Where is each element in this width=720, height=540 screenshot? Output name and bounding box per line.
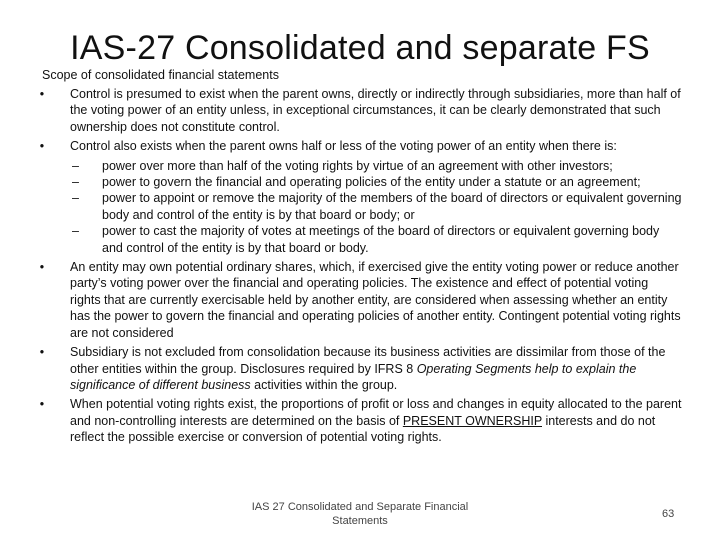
sub-bullet-item: [42, 190, 682, 223]
bullet-icon: •: [39, 260, 45, 275]
sub-bullet-text: power over more than half of the voting rights by virtue of an agreement with other investors;: [102, 158, 613, 173]
slide-title: IAS-27 Consolidated and separate FS: [70, 29, 650, 67]
dash-icon: –: [72, 224, 79, 239]
sub-bullet-item: [42, 223, 682, 256]
bullet-text: [70, 397, 681, 444]
underlined-emphasis: PRESENT OWNERSHIP: [402, 413, 542, 428]
sub-bullet-item: [42, 158, 682, 174]
bullet-text: Control also exists when the parent owns half or less of the voting power of an entity when there is:: [70, 139, 617, 154]
bullet-item: [39, 344, 682, 393]
slide-body: [39, 86, 682, 449]
bullet-text-part: interests and do not reflect the possible exercise or conversion of potential voting rights.: [70, 413, 656, 445]
slide-footer: IAS 27 Consolidated and Separate Financial Statements: [251, 501, 469, 527]
dash-icon: –: [72, 158, 79, 173]
bullet-text-part: Subsidiary is not excluded from consolidation because its business activities are dissimilar from those of the other entities within the group. Disclosures required by IFRS 8: [70, 345, 666, 376]
bullet-item: [39, 138, 682, 154]
dash-icon: –: [72, 175, 79, 190]
sub-bullet-text: power to govern the financial and operating policies of the entity under a statute or an agreement;: [102, 175, 641, 190]
bullet-text: An entity may own potential ordinary shares, which, if exercised give the entity voting power or reduce another party’s voting power over the financial and operating policies. The existence and effect of potential voting rights that are currently exercisable held by another entity, are considered when assessing whether an entity has the power to govern the financial and operating policies of another entity. Contingent potential voting rights are not considered: [70, 260, 681, 340]
bullet-text: Control is presumed to exist when the parent owns, directly or indirectly through subsidiaries, more than half of the voting power of an entity unless, in exceptional circumstances, it can be clearly demonstrated that such ownership does not constitute control.: [70, 87, 681, 134]
bullet-icon: •: [39, 139, 45, 154]
page-number: 63: [662, 508, 675, 520]
bullet-icon: •: [39, 397, 45, 412]
sub-bullet-text: power to appoint or remove the majority of the members of the board of directors or equivalent governing body and control of the entity is by that board or body; or: [102, 191, 682, 222]
bullet-icon: •: [39, 87, 45, 101]
sub-bullet-text: power to cast the majority of votes at meetings of the board of directors or equivalent governing body and control of the entity is by that board or body.: [102, 224, 660, 255]
bullet-text-part: activities within the group.: [250, 377, 398, 392]
bullet-item: [39, 259, 682, 341]
bullet-item: [39, 86, 682, 135]
bullet-text: [70, 345, 665, 392]
bullet-icon: •: [39, 345, 45, 360]
sub-bullet-item: [42, 174, 682, 190]
slide-subtitle: Scope of consolidated financial statements: [42, 68, 279, 82]
dash-icon: –: [72, 191, 79, 206]
italic-reference: Operating Segments help to explain the significance of different business: [70, 361, 637, 392]
bullet-item: [39, 396, 682, 445]
bullet-text-part: When potential voting rights exist, the proportions of profit or loss and changes in equity allocated to the parent and non-controlling interests are determined on the basis of: [70, 397, 682, 428]
